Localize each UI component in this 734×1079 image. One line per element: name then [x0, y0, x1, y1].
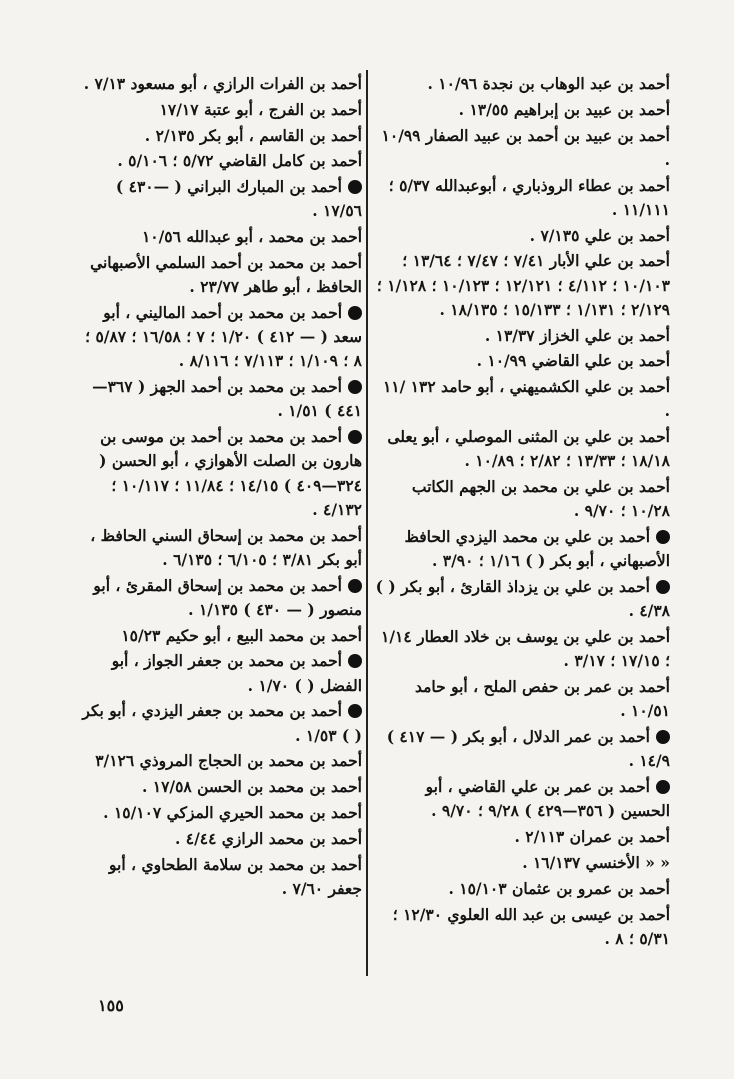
bullet-dot-icon — [348, 704, 362, 718]
bullet-dot-icon — [348, 430, 362, 444]
index-entry — [80, 425, 362, 522]
entry-text: أحمد بن عبيد بن أحمد بن عبيد الصفار ١٠/٩٩ . — [381, 125, 670, 169]
index-entry — [80, 98, 362, 122]
right-column — [374, 72, 670, 953]
entry-text: أحمد بن علي الخزاز ١٣/٣٧ . — [484, 325, 670, 345]
entry-text: أحمد بن عمر بن علي القاضي ، أبو الحسين ( ٣٥٦—٤٢٩ ) ٩/٢٨ ؛ ٩/٧٠ . — [425, 777, 670, 821]
index-entry — [80, 149, 362, 173]
index-entry — [80, 574, 362, 622]
entry-text: أحمد بن علي بن يزداذ القارئ ، أبو بكر ( ) ٤/٣٨ . — [375, 577, 670, 621]
entry-text: أحمد بن عمر بن حفص الملح ، أبو حامد ١٠/٥١ . — [414, 677, 670, 721]
entry-text: أحمد بن محمد بن الحجاج المروذي ٣/١٢٦ — [95, 751, 362, 771]
entry-text: أحمد بن محمد بن الحسن ١٧/٥٨ . — [141, 777, 362, 797]
entry-text: أحمد بن محمد بن جعفر الجواز ، أبو الفضل ( ) ١/٧٠ . — [111, 651, 362, 695]
bullet-dot-icon — [348, 380, 362, 394]
bullet-dot-icon — [656, 530, 670, 544]
entry-text: أحمد بن علي بن يوسف بن خلاد العطار ١/١٤ ؛ ١٧/١٥ ؛ ٣/١٧ . — [381, 627, 670, 671]
entry-text: أحمد بن علي الأبار ٧/٤١ ؛ ٧/٤٧ ؛ ١٣/٦٤ ؛ ١٠/١٠٣ ؛ ٤/١١٢ ؛ ١٢/١٢١ ؛ ١٠/١٢٣ ؛ ١/١٢٨ ؛ ٢/١٢٩ ؛ ١/١٣١ ؛ ١٥/١٣٣ ؛ ١٨/١٣٥ . — [376, 251, 670, 319]
index-entry — [80, 827, 362, 851]
entry-text: أحمد بن علي بن محمد بن الجهم الكاتب ١٠/٢٨ ؛ ٩/٧٠ . — [411, 477, 670, 521]
index-entry — [374, 174, 670, 222]
index-entry — [374, 903, 670, 951]
index-entry — [374, 224, 670, 248]
column-divider — [366, 70, 368, 976]
entry-text: « « الأخنسي ١٦/١٣٧ . — [522, 852, 670, 872]
entry-text: أحمد بن محمد البيع ، أبو حكيم ١٥/٢٣ — [121, 625, 362, 645]
entry-text: أحمد بن المبارك البراني ( —٤٣٠ ) ١٧/٥٦ . — [115, 177, 362, 221]
entry-text: أحمد بن كامل القاضي ٥/٧٢ ؛ ٥/١٠٦ . — [117, 151, 362, 171]
index-entry — [374, 825, 670, 849]
entry-text: أحمد بن عمران ٢/١١٣ . — [514, 827, 670, 847]
index-entry — [374, 124, 670, 172]
entry-text: أحمد بن علي القاضي ١٠/٩٩ . — [476, 351, 670, 371]
index-entry — [80, 801, 362, 825]
entry-text: أحمد بن محمد ، أبو عبدالله ١٠/٥٦ — [141, 227, 362, 247]
index-entry — [374, 324, 670, 348]
page-number: ١٥٥ — [98, 996, 124, 1015]
bullet-dot-icon — [348, 306, 362, 320]
entry-text: أحمد بن محمد بن أحمد الماليني ، أبو سعد ( — ٤١٢ ) ١/٢٠ ؛ ٧ ؛ ١٦/٥٨ ؛ ٥/٨٧ ؛ ٨ ؛ ١/١٠٩ ؛ ٧/١١٣ ؛ ٨/١١٦ . — [85, 302, 362, 371]
index-entry — [80, 301, 362, 374]
index-entry — [80, 699, 362, 747]
index-entry — [80, 175, 362, 223]
entry-text: أحمد بن عبد الوهاب بن نجدة ١٠/٩٦ . — [427, 74, 670, 93]
entry-text: أحمد بن علي الكشميهني ، أبو حامد ١٣٢ /١١ . — [382, 377, 670, 421]
index-entry — [80, 124, 362, 148]
index-entry — [374, 877, 670, 901]
index-entry — [374, 575, 670, 623]
entry-text: أحمد بن محمد بن أحمد الجهز ( ٣٦٧— ٤٤١ ) ١/٥١ . — [92, 377, 362, 421]
bullet-dot-icon — [348, 180, 362, 194]
index-entry — [374, 675, 670, 723]
index-entry — [80, 749, 362, 773]
entry-text: أحمد بن عيسى بن عبد الله العلوي ١٢/٣٠ ؛ ٥/٣١ ؛ ٨ . — [392, 904, 670, 948]
index-entry — [80, 225, 362, 249]
left-column — [80, 72, 362, 903]
bullet-dot-icon — [348, 579, 362, 593]
index-entry — [80, 251, 362, 299]
entry-text: أحمد بن عمر الدلال ، أبو بكر ( — ٤١٧ ) ١٤/٩ . — [386, 727, 670, 771]
entry-text: أحمد بن عبيد بن إبراهيم ١٣/٥٥ . — [458, 99, 670, 119]
bullet-dot-icon — [656, 730, 670, 744]
index-entry — [80, 624, 362, 648]
entry-text: أحمد بن عطاء الروذباري ، أبوعبدالله ٥/٣٧ ؛ ١١/١١١ . — [388, 175, 670, 219]
index-entry — [80, 649, 362, 697]
index-entry — [374, 425, 670, 473]
entry-text: أحمد بن علي ٧/١٣٥ . — [529, 225, 670, 245]
entry-text: أحمد بن الفرات الرازي ، أبو مسعود ٧/١٣ . — [83, 74, 362, 93]
index-entry — [374, 725, 670, 773]
entry-text: أحمد بن علي بن المثنى الموصلي ، أبو يعلى ١٨/١٨ ؛ ١٣/٣٣ ؛ ٢/٨٢ ؛ ١٠/٨٩ . — [387, 427, 670, 471]
index-entry — [374, 72, 670, 96]
index-entry — [374, 851, 670, 875]
entry-text: أحمد بن محمد بن جعفر اليزدي ، أبو بكر ( ) ١/٥٣ . — [82, 701, 362, 745]
entry-text: أحمد بن محمد بن سلامة الطحاوي ، أبو جعفر ٧/٦٠ . — [109, 854, 362, 898]
entry-text: أحمد بن محمد بن إسحاق السني الحافظ ، أبو بكر ٣/٨١ ؛ ٦/١٠٥ ؛ ٦/١٣٥ . — [90, 525, 362, 569]
bullet-dot-icon — [656, 580, 670, 594]
index-entry — [374, 625, 670, 673]
entry-text: أحمد بن عمرو بن عثمان ١٥/١٠٣ . — [448, 878, 670, 898]
bullet-dot-icon — [656, 780, 670, 794]
index-entry — [374, 375, 670, 423]
index-entry — [374, 249, 670, 322]
index-entry — [374, 98, 670, 122]
entry-text: أحمد بن محمد بن أحمد بن موسى بن هارون بن الصلت الأهوازي ، أبو الحسن ( ٣٢٤—٤٠٩ ) ١٤/١٥ ؛ ١١/٨٤ ؛ ١٠/١١٧ ؛ ٤/١٣٢ . — [99, 427, 362, 519]
entry-text: أحمد بن محمد الحيري المزكي ١٥/١٠٧ . — [103, 802, 362, 822]
bullet-dot-icon — [348, 654, 362, 668]
index-entry — [80, 853, 362, 901]
entry-text: أحمد بن محمد بن أحمد السلمي الأصبهاني الحافظ ، أبو طاهر ٢٣/٧٧ . — [90, 252, 362, 297]
index-entry — [80, 524, 362, 572]
index-entry — [374, 349, 670, 373]
index-entry — [374, 775, 670, 823]
index-entry — [80, 72, 362, 96]
entry-text: أحمد بن محمد الرازي ٤/٤٤ . — [174, 828, 362, 848]
index-entry — [80, 375, 362, 423]
entry-text: أحمد بن علي بن محمد اليزدي الحافظ الأصبهاني ، أبو بكر ( ) ١/١٦ ؛ ٣/٩٠ . — [404, 527, 670, 571]
index-entry — [374, 525, 670, 573]
entry-text: أحمد بن محمد بن إسحاق المقرئ ، أبو منصور ( — ٤٣٠ ) ١/١٣٥ . — [93, 575, 362, 619]
index-entry — [80, 775, 362, 799]
entry-text: أحمد بن القاسم ، أبو بكر ٢/١٣٥ . — [144, 125, 362, 145]
index-entry — [374, 475, 670, 523]
entry-text: أحمد بن الفرج ، أبو عتبة ١٧/١٧ — [159, 99, 362, 119]
